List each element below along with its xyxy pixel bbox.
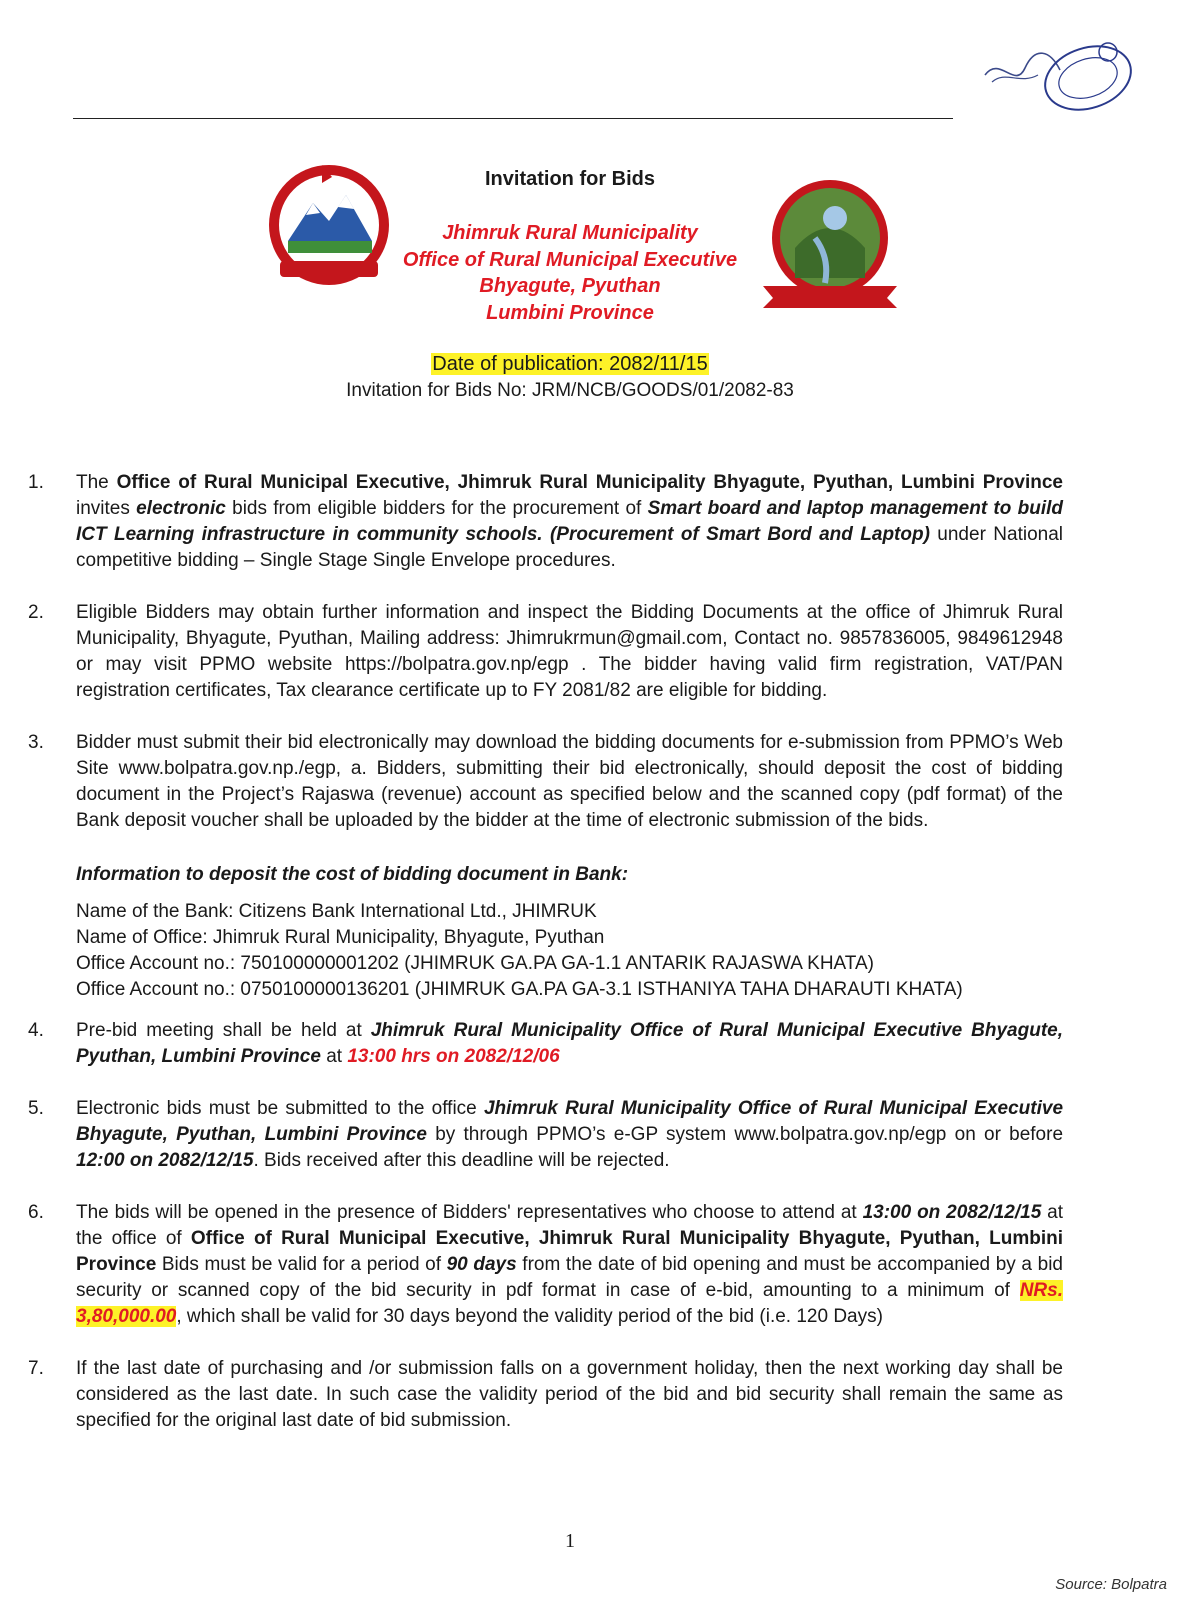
clause-2 [28,600,1063,704]
bank-info-line: Office Account no.: 750100000001202 (JHIMRUK GA.PA GA-1.1 ANTARIK RAJASWA KHATA) [76,953,874,974]
submission-deadline: 12:00 on 2082/12/15 [76,1150,254,1171]
text-run-bold-italic: Smart board and laptop management to build ICT Learning infrastructure in community schools. (Procurement of Smart Bord and Laptop) [76,498,1063,545]
header-rule [73,118,953,119]
text-run: The bids will be opened in the presence of Bidders' representatives who choose to attend at [76,1202,863,1223]
text-run: . Bids received after this deadline will be rejected. [253,1150,670,1171]
publication-date [0,353,1140,376]
org-line: Bhyagute, Pyuthan [479,275,661,297]
clause-number: 4. [28,1020,44,1041]
bank-info-line: Office Account no.: 0750100000136201 (JHIMRUK GA.PA GA-3.1 ISTHANIYA TAHA DHARAUTI KHATA) [76,979,963,1000]
bid-validity-period: 90 days [446,1254,517,1275]
org-line: Office of Rural Municipal Executive [402,248,738,271]
clause-5 [28,1096,1063,1174]
clause-text: Bidder must submit their bid electronically may download the bidding documents for e-submission from PPMO’s Web Site www.bolpatra.gov.np./egp, a. Bidders, submitting their bid electronically, should deposit the cost of bidding document in the Project’s Rajaswa (revenue) account as specified below and the scanned copy (pdf format) of the Bank deposit voucher shall be uploaded by the bidder at the time of electronic submission of the bids. [76,732,1063,831]
text-run-bold-italic: Jhimruk Rural Municipality Office of Rural Municipal Executive Bhyagute, Pyuthan, Lumbini Province [76,1020,1063,1067]
bank-info-line: Name of Office: Jhimruk Rural Municipality, Bhyagute, Pyuthan [76,927,605,948]
clause-text [76,1018,1063,1070]
text-run: , which shall be valid for 30 days beyond the validity period of the bid (i.e. 120 Days) [176,1306,883,1327]
clause-4 [28,1018,1063,1070]
text-run: at [320,1046,348,1067]
clause-6 [28,1200,1063,1330]
clause-1 [28,470,1063,574]
text-run-bold: Office of Rural Municipal Executive, Jhimruk Rural Municipality Bhyagute, Pyuthan, Lumbini Province [76,1228,1063,1275]
bank-info-heading: Information to deposit the cost of bidding document in Bank: [76,864,629,885]
clause-number: 7. [28,1358,44,1379]
bid-opening-datetime: 13:00 on 2082/12/15 [862,1202,1042,1223]
org-line: Lumbini Province [486,301,654,324]
clause-7 [28,1356,1063,1434]
municipality-logo-icon [755,178,905,310]
clause-number: 6. [28,1202,44,1223]
clause-text [76,1200,1063,1330]
bank-info-line: Name of the Bank: Citizens Bank International Ltd., JHIMRUK [76,901,597,922]
text-run: bids from eligible bidders for the procurement of [225,498,648,519]
bank-info [76,899,963,1003]
bid-security-amount: NRs. 3,80,000.00 [76,1280,1063,1327]
source-credit: Source: Bolpatra [1055,1576,1167,1593]
signature-stamp [980,30,1140,130]
text-run: from the date of bid opening and must be accompanied by a bid security or scanned copy of the bid security in pdf format in case of e-bid, amounting to a minimum of [76,1254,1063,1301]
prebid-datetime: 13:00 hrs on 2082/12/06 [347,1046,560,1067]
clause-3 [28,730,1063,834]
publication-date-text: Date of publication: 2082/11/15 [432,353,708,375]
text-run-bold-italic: Jhimruk Rural Municipality Office of Rural Municipal Executive Bhyagute, Pyuthan, Lumbini Province [76,1098,1064,1145]
text-run: at the office of [76,1202,1064,1249]
clause-number: 2. [28,602,44,623]
ifb-number: Invitation for Bids No: JRM/NCB/GOODS/01/2082-83 [346,380,794,401]
text-run: Electronic bids must be submitted to the office [76,1098,484,1119]
org-line: Jhimruk Rural Municipality [442,222,698,244]
clause-number: 1. [28,472,44,493]
clause-text [76,470,1063,574]
page-number: 1 [565,1530,575,1552]
clause-text [76,1096,1063,1174]
text-run: under National competitive bidding – Single Stage Single Envelope procedures. [76,524,1063,571]
clause-number: 3. [28,732,44,753]
text-run: The [76,472,117,493]
text-run: invites [76,498,137,519]
document-title: Invitation for Bids [485,168,655,190]
issuing-organization [380,220,760,326]
text-run: Bids must be valid for a period of [156,1254,447,1275]
clause-text: If the last date of purchasing and /or submission falls on a government holiday, then the next working day shall be considered as the last date. In such case the validity period of the bid and bid security shall remain the same as specified for the original last date of bid submission. [76,1358,1063,1431]
clause-text: Eligible Bidders may obtain further information and inspect the Bidding Documents at the office of Jhimruk Rural Municipality, Bhyagute, Pyuthan, Mailing address: Jhimrukrmun@gmail.com, Contact no. 9857836005, 9849612948 or may visit PPMO website https://bolpatra.gov.np/egp . The bidder having valid firm registration, VAT/PAN registration certificates, Tax clearance certificate up to FY 2081/82 are eligible for bidding. [76,602,1063,701]
text-run-bold: Office of Rural Municipal Executive, Jhimruk Rural Municipality Bhyagute, Pyuthan, Lumbini Province [116,472,1063,493]
text-run: by through PPMO’s e-GP system www.bolpatra.gov.np/egp on or before [426,1124,1064,1145]
clause-number: 5. [28,1098,44,1119]
text-run: Pre-bid meeting shall be held at [76,1020,371,1041]
nepal-emblem-icon [258,163,400,289]
text-run-bold-italic: electronic [136,498,226,519]
